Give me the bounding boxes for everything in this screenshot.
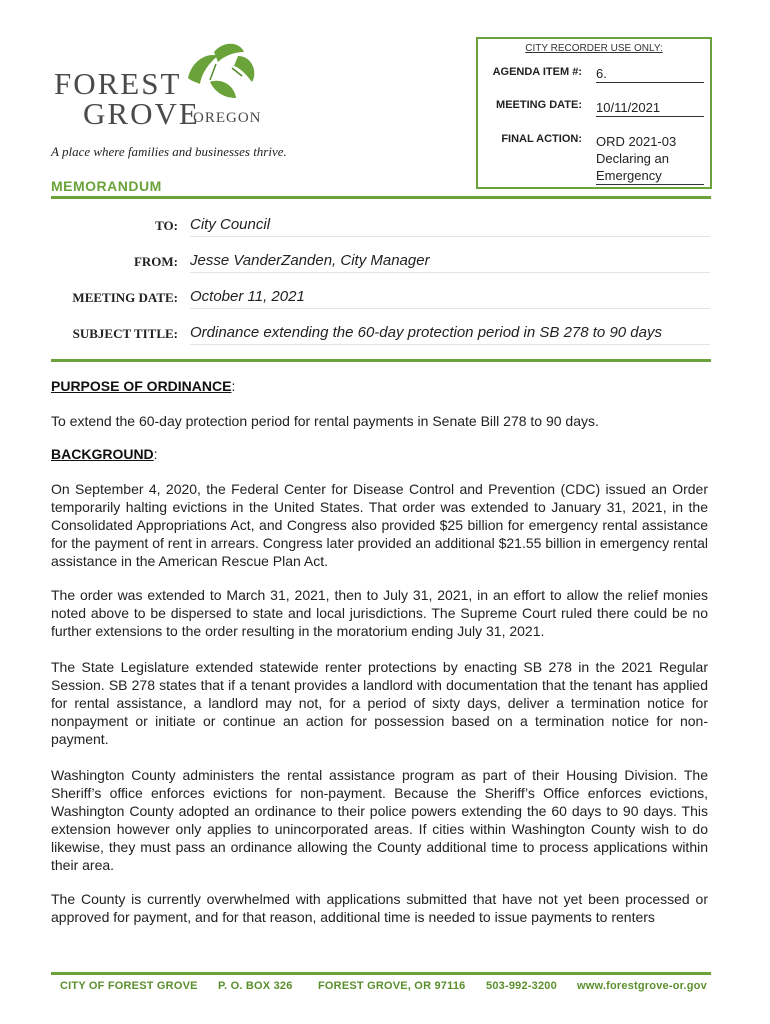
tagline: A place where families and businesses thrive. xyxy=(51,144,287,159)
meeting-date-label: MEETING DATE: xyxy=(496,99,582,111)
recorder-box xyxy=(476,37,712,189)
from-label: FROM: xyxy=(133,254,178,269)
logo-forest: FOREST xyxy=(54,66,182,101)
final-action-field[interactable] xyxy=(596,133,704,185)
from-value: Jesse VanderZanden, City Manager xyxy=(190,252,430,269)
row-divider xyxy=(190,272,710,273)
subject-title-value: Ordinance extending the 60-day protection period in SB 278 to 90 days xyxy=(190,324,662,341)
to-value: City Council xyxy=(190,216,271,233)
final-action-line: ORD 2021-03 xyxy=(596,134,677,149)
meeting-date-field[interactable]: 10/11/2021 xyxy=(596,99,704,117)
to-label: TO: xyxy=(155,218,178,233)
agenda-item-field[interactable]: 6. xyxy=(596,65,704,83)
logo-grove: GROVE xyxy=(83,96,200,131)
footer-website-link[interactable]: www.forestgrove-or.gov xyxy=(577,980,707,992)
final-action-line: Emergency xyxy=(596,168,662,183)
divider xyxy=(51,196,711,199)
meeting-date-header-value: October 11, 2021 xyxy=(190,288,305,305)
background-paragraph: Washington County administers the rental assistance program as part of their Housing Division. The Sheriff’s office enforces evictions for non-payment. Because the Sheriff’s Office enforces evictions, Washington County adopted an ordinance to their police powers extending the 60 days to 90 days. This extension however only applies to unincorporated areas. If cities within Washington County wish to do likewise, they must pass an ordinance allowing the County additional time to process applications within their area. xyxy=(51,767,708,873)
background-heading: BACKGROUND: xyxy=(51,446,158,462)
row-divider xyxy=(190,236,710,237)
logo-oregon: OREGON xyxy=(193,110,262,126)
footer-divider xyxy=(51,972,711,975)
purpose-heading: PURPOSE OF ORDINANCE: xyxy=(51,378,236,394)
divider xyxy=(51,359,711,362)
background-paragraph: The order was extended to March 31, 2021, then to July 31, 2021, in an effort to allow the relief monies noted above to be dispersed to state and local jurisdictions. The Supreme Court ruled there could be no further extensions to the order resulting in the moratorium ending July 31, 2021. xyxy=(51,587,708,639)
row-divider xyxy=(190,344,710,345)
row-divider xyxy=(190,308,710,309)
footer-city: CITY OF FOREST GROVE xyxy=(60,980,198,992)
background-paragraph: The County is currently overwhelmed with applications submitted that have not yet been processed or approved for payment, and for that reason, additional time is needed to issue payments to renters xyxy=(51,891,708,925)
background-paragraph: On September 4, 2020, the Federal Center for Disease Control and Prevention (CDC) issued an Order temporarily halting evictions in the United States. That order was extended to January 31, 2021, in the Consolidated Appropriations Act, and Congress also provided $25 billion for emergency rental assistance for the payment of rent in arrears. Congress later provided an additional $21.55 billion in emergency rental assistance in the American Rescue Plan Act. xyxy=(51,481,708,569)
purpose-text: To extend the 60-day protection period for rental payments in Senate Bill 278 to 90 days. xyxy=(51,413,599,429)
recorder-title: CITY RECORDER USE ONLY: xyxy=(525,43,663,54)
memo-title: MEMORANDUM xyxy=(51,178,162,194)
background-paragraph: The State Legislature extended statewide renter protections by enacting SB 278 in the 2021 Regular Session. SB 278 states that if a tenant provides a landlord with documentation that the tenant has applied for rental assistance, a landlord may not, for a period of sixty days, deliver a termination notice for nonpayment or initiate or continue an action for possession based on a termination notice for non-payment. xyxy=(51,659,708,747)
footer-phone: 503-992-3200 xyxy=(486,980,557,992)
agenda-item-label: AGENDA ITEM #: xyxy=(492,66,582,78)
subject-title-label: SUBJECT TITLE: xyxy=(72,326,178,341)
footer-address: FOREST GROVE, OR 97116 xyxy=(318,980,466,992)
footer-po-box: P. O. BOX 326 xyxy=(218,980,293,992)
final-action-label: FINAL ACTION: xyxy=(501,133,582,145)
final-action-line: Declaring an xyxy=(596,151,669,166)
meeting-date-header-label: MEETING DATE: xyxy=(72,290,178,305)
